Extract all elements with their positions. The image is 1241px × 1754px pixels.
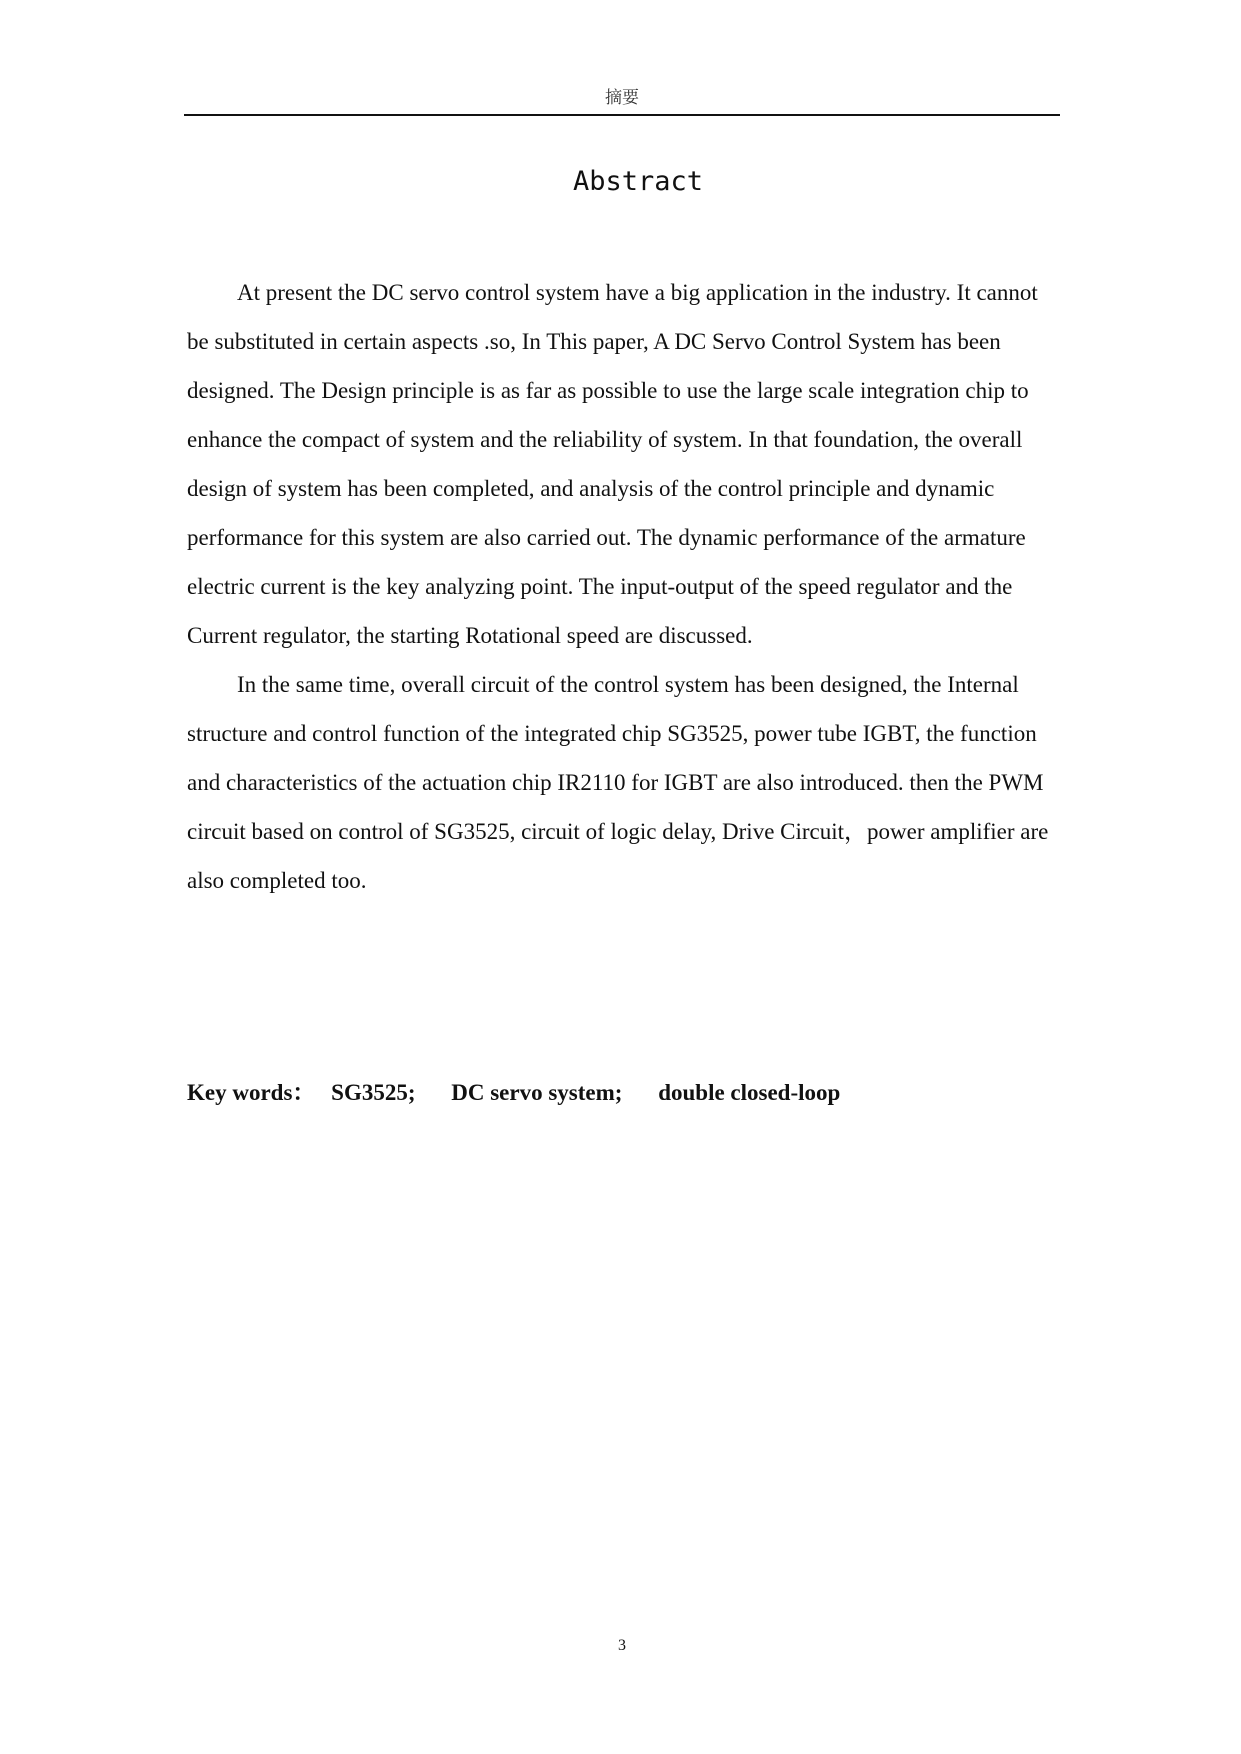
keyword-item: SG3525;	[331, 1080, 416, 1105]
page-number: 3	[618, 1637, 626, 1654]
header-rule	[184, 114, 1060, 116]
abstract-paragraph-1: At present the DC servo control system have a big application in the industry. It cannot be substituted in certain aspects .so, In This paper, A DC Servo Control System has been designed. The Design principle is as far as possible to use the large scale integration chip to enhance the compact of system and the reliability of system. In that foundation, the overall design of system has been completed, and analysis of the control principle and dynamic performance for this system are also carried out. The dynamic performance of the armature electric current is the key analyzing point. The input-output of the speed regulator and the Current regulator, the starting Rotational speed are discussed.	[187, 280, 1038, 648]
keywords-label: Key words：	[187, 1080, 316, 1105]
keyword-item: double closed-loop	[658, 1080, 841, 1105]
abstract-paragraph-2: In the same time, overall circuit of the control system has been designed, the Internal structure and control function of the integrated chip SG3525, power tube IGBT, the function and characteristics of the actuation chip IR2110 for IGBT are also introduced. then the PWM circuit based on control of SG3525, circuit of logic delay, Drive Circuit，power amplifier are also completed too.	[187, 672, 1049, 893]
keywords-line	[187, 1078, 1055, 1108]
abstract-body	[187, 268, 1055, 905]
keyword-item: DC servo system;	[451, 1080, 623, 1105]
running-header: 摘要	[605, 88, 639, 108]
page-title: Abstract	[572, 166, 704, 197]
